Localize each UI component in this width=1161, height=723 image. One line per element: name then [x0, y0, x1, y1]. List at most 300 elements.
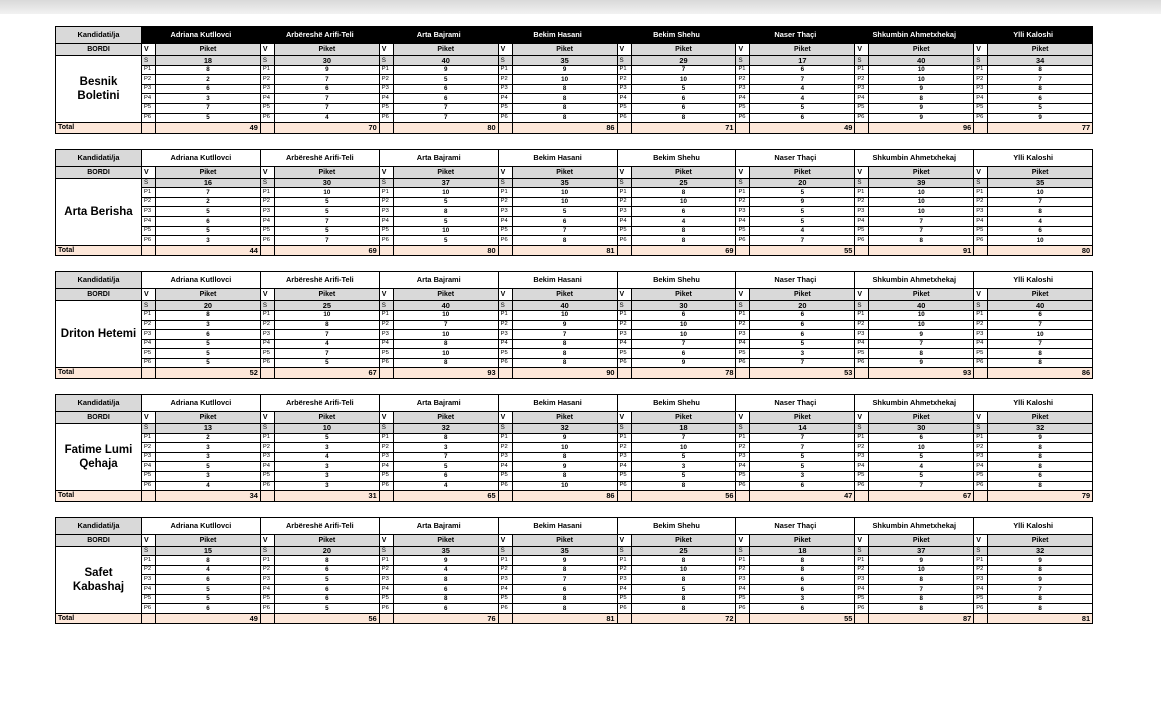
juror-name: Fatime Lumi Qehaja [56, 423, 142, 490]
total-spacer [379, 613, 393, 624]
criterion-label: S [736, 423, 750, 433]
criterion-label: P6 [855, 236, 869, 246]
v-column-label: V [974, 166, 988, 178]
candidate-name: Naser Thaçi [736, 149, 855, 166]
criterion-label: P1 [736, 310, 750, 320]
criterion-label: P5 [974, 103, 988, 113]
criterion-label: P2 [379, 320, 393, 330]
score-value: 7 [274, 94, 379, 104]
piket-column-label: Piket [750, 289, 855, 301]
criterion-label: P2 [260, 565, 274, 575]
score-value: 7 [750, 358, 855, 368]
score-value: 7 [274, 217, 379, 227]
total-spacer [498, 245, 512, 256]
total-spacer [498, 368, 512, 379]
total-value: 44 [156, 245, 261, 256]
criterion-label: P6 [617, 481, 631, 491]
score-value: 8 [274, 320, 379, 330]
criterion-label: P3 [617, 84, 631, 94]
score-value: 10 [869, 197, 974, 207]
piket-column-label: Piket [393, 411, 498, 423]
total-value: 90 [512, 368, 617, 379]
criterion-label: P4 [617, 585, 631, 595]
criterion-label: S [974, 56, 988, 66]
total-spacer [617, 613, 631, 624]
criterion-label: P3 [142, 207, 156, 217]
v-column-label: V [617, 534, 631, 546]
criterion-label: P1 [974, 188, 988, 198]
v-column-label: V [260, 411, 274, 423]
score-value: 8 [512, 358, 617, 368]
score-value: 8 [988, 207, 1093, 217]
criterion-label: P3 [498, 575, 512, 585]
criterion-label: P5 [855, 471, 869, 481]
total-value: 31 [274, 491, 379, 502]
criterion-label: S [498, 301, 512, 311]
score-value: 8 [631, 236, 736, 246]
criterion-label: P1 [498, 556, 512, 566]
score-value: 6 [156, 217, 261, 227]
column-labels-row [56, 534, 1093, 546]
score-value: 20 [274, 546, 379, 556]
total-value: 72 [631, 613, 736, 624]
total-value: 96 [869, 123, 974, 134]
criterion-label: P2 [974, 565, 988, 575]
criterion-label: P3 [379, 84, 393, 94]
criterion-label: S [736, 301, 750, 311]
score-value: 5 [274, 604, 379, 614]
score-value: 4 [750, 84, 855, 94]
piket-column-label: Piket [750, 44, 855, 56]
score-value: 5 [393, 75, 498, 85]
criterion-label: P3 [379, 207, 393, 217]
total-spacer [617, 368, 631, 379]
total-value: 81 [512, 245, 617, 256]
score-value: 35 [512, 178, 617, 188]
total-value: 56 [631, 491, 736, 502]
v-column-label: V [142, 534, 156, 546]
criterion-label: S [498, 178, 512, 188]
criterion-label: P6 [736, 481, 750, 491]
criterion-label: P3 [855, 330, 869, 340]
piket-column-label: Piket [156, 166, 261, 178]
total-value: 65 [393, 491, 498, 502]
score-value: 6 [750, 310, 855, 320]
score-value: 8 [512, 113, 617, 123]
score-value: 30 [274, 56, 379, 66]
criterion-label: P5 [379, 103, 393, 113]
criterion-label: P1 [379, 65, 393, 75]
criterion-label: P3 [498, 84, 512, 94]
criterion-label: P1 [260, 188, 274, 198]
criterion-label: P3 [736, 84, 750, 94]
score-value: 8 [988, 604, 1093, 614]
candidate-name: Ylli Kaloshi [974, 394, 1093, 411]
score-value: 5 [869, 452, 974, 462]
score-value: 3 [393, 443, 498, 453]
criterion-label: P4 [617, 94, 631, 104]
criterion-label: P1 [142, 188, 156, 198]
criterion-label: P2 [736, 197, 750, 207]
candidate-name: Bekim Shehu [617, 149, 736, 166]
total-value: 69 [274, 245, 379, 256]
score-sheet [55, 26, 1093, 639]
criterion-label: S [379, 423, 393, 433]
candidate-name: Bekim Hasani [498, 394, 617, 411]
score-row [56, 443, 1093, 453]
criterion-label: P2 [379, 197, 393, 207]
piket-column-label: Piket [274, 166, 379, 178]
criterion-label: P6 [617, 358, 631, 368]
criterion-label: P6 [260, 113, 274, 123]
score-row [56, 178, 1093, 188]
criterion-label: P4 [498, 94, 512, 104]
score-value: 10 [393, 310, 498, 320]
criterion-label: P2 [617, 320, 631, 330]
score-value: 8 [512, 103, 617, 113]
criterion-label: P4 [260, 94, 274, 104]
score-value: 10 [393, 349, 498, 359]
score-value: 6 [156, 330, 261, 340]
piket-column-label: Piket [393, 44, 498, 56]
criterion-label: P6 [855, 358, 869, 368]
score-row [56, 310, 1093, 320]
candidate-name: Bekim Shehu [617, 27, 736, 44]
total-spacer [736, 368, 750, 379]
criterion-label: P4 [736, 94, 750, 104]
score-value: 8 [631, 556, 736, 566]
total-value: 55 [750, 245, 855, 256]
score-value: 3 [156, 94, 261, 104]
candidate-name: Ylli Kaloshi [974, 272, 1093, 289]
total-spacer [498, 491, 512, 502]
score-row [56, 546, 1093, 556]
score-value: 8 [988, 452, 1093, 462]
score-value: 8 [512, 94, 617, 104]
criterion-label: P3 [974, 452, 988, 462]
score-value: 8 [393, 433, 498, 443]
score-value: 5 [156, 349, 261, 359]
viewer-top-bar [0, 0, 1161, 14]
score-value: 9 [988, 556, 1093, 566]
criterion-label: P6 [260, 236, 274, 246]
criterion-label: P5 [617, 594, 631, 604]
criterion-label: P1 [379, 310, 393, 320]
score-value: 30 [274, 178, 379, 188]
score-value: 5 [750, 188, 855, 198]
score-value: 8 [393, 207, 498, 217]
total-value: 91 [869, 245, 974, 256]
score-row [56, 330, 1093, 340]
score-value: 40 [393, 56, 498, 66]
criterion-label: P5 [736, 103, 750, 113]
score-value: 4 [750, 226, 855, 236]
criterion-label: P5 [260, 103, 274, 113]
score-value: 8 [631, 188, 736, 198]
total-spacer [379, 245, 393, 256]
score-value: 8 [274, 556, 379, 566]
score-row [56, 585, 1093, 595]
score-value: 5 [393, 236, 498, 246]
score-row [56, 65, 1093, 75]
score-value: 3 [631, 462, 736, 472]
score-value: 20 [750, 301, 855, 311]
score-value: 8 [988, 481, 1093, 491]
score-value: 10 [631, 75, 736, 85]
criterion-label: P1 [855, 188, 869, 198]
total-spacer [855, 613, 869, 624]
criterion-label: S [498, 546, 512, 556]
column-labels-row [56, 44, 1093, 56]
score-value: 9 [869, 556, 974, 566]
score-value: 6 [393, 585, 498, 595]
criterion-label: P4 [498, 339, 512, 349]
criterion-label: P1 [260, 433, 274, 443]
score-value: 8 [988, 349, 1093, 359]
score-value: 5 [274, 433, 379, 443]
criterion-label: P1 [498, 310, 512, 320]
score-value: 10 [869, 75, 974, 85]
piket-column-label: Piket [988, 44, 1093, 56]
kandidati-label: Kandidati/ja [56, 149, 142, 166]
criterion-label: S [617, 178, 631, 188]
criterion-label: P5 [736, 349, 750, 359]
total-label: Total [56, 368, 142, 379]
candidate-name: Naser Thaçi [736, 272, 855, 289]
score-value: 7 [512, 575, 617, 585]
score-value: 8 [393, 339, 498, 349]
piket-column-label: Piket [631, 44, 736, 56]
score-value: 10 [631, 565, 736, 575]
criterion-label: P5 [260, 471, 274, 481]
candidate-name: Arta Bajrami [379, 394, 498, 411]
v-column-label: V [498, 166, 512, 178]
criterion-label: P6 [142, 358, 156, 368]
score-value: 29 [631, 56, 736, 66]
score-value: 7 [393, 452, 498, 462]
score-value: 7 [988, 339, 1093, 349]
criterion-label: P2 [142, 75, 156, 85]
juror-score-table [55, 394, 1093, 502]
score-value: 5 [750, 103, 855, 113]
candidate-name: Naser Thaçi [736, 517, 855, 534]
candidate-name: Arta Bajrami [379, 149, 498, 166]
criterion-label: P2 [379, 565, 393, 575]
score-value: 6 [393, 471, 498, 481]
score-value: 7 [988, 585, 1093, 595]
score-value: 4 [274, 113, 379, 123]
score-value: 6 [750, 320, 855, 330]
score-value: 6 [274, 565, 379, 575]
score-value: 5 [274, 226, 379, 236]
score-value: 8 [988, 462, 1093, 472]
score-value: 35 [393, 546, 498, 556]
score-value: 9 [869, 84, 974, 94]
kandidati-label: Kandidati/ja [56, 394, 142, 411]
score-value: 8 [988, 565, 1093, 575]
total-value: 86 [988, 368, 1093, 379]
score-row [56, 565, 1093, 575]
criterion-label: P4 [855, 585, 869, 595]
score-value: 9 [869, 358, 974, 368]
criterion-label: P4 [142, 339, 156, 349]
total-spacer [498, 123, 512, 134]
v-column-label: V [142, 166, 156, 178]
score-value: 4 [156, 565, 261, 575]
score-value: 7 [869, 481, 974, 491]
score-value: 7 [988, 75, 1093, 85]
candidate-name: Adriana Kutllovci [142, 394, 261, 411]
score-value: 6 [988, 226, 1093, 236]
score-value: 5 [156, 226, 261, 236]
piket-column-label: Piket [156, 411, 261, 423]
criterion-label: P4 [379, 94, 393, 104]
criterion-label: P2 [855, 197, 869, 207]
criterion-label: P3 [379, 575, 393, 585]
score-value: 8 [988, 594, 1093, 604]
criterion-label: P6 [855, 113, 869, 123]
total-spacer [855, 245, 869, 256]
v-column-label: V [260, 289, 274, 301]
candidate-name: Arta Bajrami [379, 27, 498, 44]
total-spacer [379, 123, 393, 134]
score-value: 3 [274, 462, 379, 472]
criterion-label: P3 [260, 207, 274, 217]
criterion-label: P4 [260, 339, 274, 349]
score-row [56, 358, 1093, 368]
criterion-label: P4 [142, 462, 156, 472]
criterion-label: P3 [736, 452, 750, 462]
score-value: 8 [869, 94, 974, 104]
score-row [56, 462, 1093, 472]
total-value: 93 [869, 368, 974, 379]
score-value: 10 [869, 188, 974, 198]
total-spacer [974, 245, 988, 256]
criterion-label: S [855, 423, 869, 433]
total-spacer [498, 613, 512, 624]
score-row [56, 56, 1093, 66]
score-value: 5 [750, 462, 855, 472]
score-value: 6 [512, 217, 617, 227]
criterion-label: S [142, 546, 156, 556]
score-value: 8 [512, 594, 617, 604]
piket-column-label: Piket [156, 289, 261, 301]
score-value: 5 [869, 471, 974, 481]
criterion-label: S [379, 56, 393, 66]
total-spacer [142, 613, 156, 624]
criterion-label: P4 [379, 339, 393, 349]
criterion-label: P3 [379, 452, 393, 462]
total-value: 47 [750, 491, 855, 502]
criterion-label: P4 [498, 585, 512, 595]
score-value: 6 [274, 84, 379, 94]
criterion-label: P1 [974, 433, 988, 443]
score-row [56, 433, 1093, 443]
score-value: 30 [631, 301, 736, 311]
score-value: 9 [393, 65, 498, 75]
total-label: Total [56, 491, 142, 502]
piket-column-label: Piket [988, 166, 1093, 178]
score-value: 7 [750, 75, 855, 85]
total-value: 55 [750, 613, 855, 624]
score-value: 3 [750, 594, 855, 604]
score-value: 8 [393, 594, 498, 604]
total-spacer [142, 123, 156, 134]
candidate-name: Bekim Shehu [617, 272, 736, 289]
criterion-label: P2 [855, 75, 869, 85]
v-column-label: V [736, 289, 750, 301]
criterion-label: P2 [260, 320, 274, 330]
score-value: 10 [512, 310, 617, 320]
criterion-label: P5 [498, 594, 512, 604]
criterion-label: P5 [736, 226, 750, 236]
score-value: 7 [393, 113, 498, 123]
criterion-label: P6 [142, 236, 156, 246]
score-value: 5 [274, 207, 379, 217]
v-column-label: V [142, 289, 156, 301]
score-value: 5 [156, 339, 261, 349]
candidates-header-row [56, 27, 1093, 44]
score-value: 5 [156, 113, 261, 123]
score-value: 6 [393, 94, 498, 104]
criterion-label: S [142, 56, 156, 66]
criterion-label: P4 [498, 462, 512, 472]
v-column-label: V [379, 166, 393, 178]
score-value: 8 [631, 481, 736, 491]
score-value: 8 [631, 113, 736, 123]
score-value: 9 [869, 330, 974, 340]
criterion-label: P3 [974, 330, 988, 340]
v-column-label: V [617, 289, 631, 301]
criterion-label: P4 [142, 585, 156, 595]
piket-column-label: Piket [512, 534, 617, 546]
candidate-name: Bekim Shehu [617, 394, 736, 411]
score-row [56, 452, 1093, 462]
candidate-name: Bekim Shehu [617, 517, 736, 534]
piket-column-label: Piket [869, 44, 974, 56]
criterion-label: P1 [142, 556, 156, 566]
criterion-label: P1 [974, 556, 988, 566]
criterion-label: P5 [617, 103, 631, 113]
criterion-label: P6 [260, 481, 274, 491]
score-value: 8 [512, 349, 617, 359]
criterion-label: P6 [974, 604, 988, 614]
criterion-label: P1 [498, 188, 512, 198]
score-value: 9 [274, 65, 379, 75]
score-value: 10 [631, 320, 736, 330]
total-label: Total [56, 613, 142, 624]
score-value: 7 [156, 188, 261, 198]
total-spacer [736, 123, 750, 134]
piket-column-label: Piket [631, 166, 736, 178]
score-value: 5 [631, 452, 736, 462]
candidate-name: Arbëreshë Arifi-Teli [260, 149, 379, 166]
score-value: 5 [156, 207, 261, 217]
total-value: 87 [869, 613, 974, 624]
total-spacer [736, 245, 750, 256]
score-value: 4 [750, 94, 855, 104]
total-spacer [260, 613, 274, 624]
total-spacer [617, 245, 631, 256]
score-value: 9 [988, 433, 1093, 443]
juror-score-table [55, 26, 1093, 134]
criterion-label: P6 [498, 604, 512, 614]
criterion-label: S [142, 423, 156, 433]
criterion-label: P5 [974, 349, 988, 359]
score-value: 18 [156, 56, 261, 66]
criterion-label: P5 [142, 103, 156, 113]
bordi-label: BORDI [56, 411, 142, 423]
